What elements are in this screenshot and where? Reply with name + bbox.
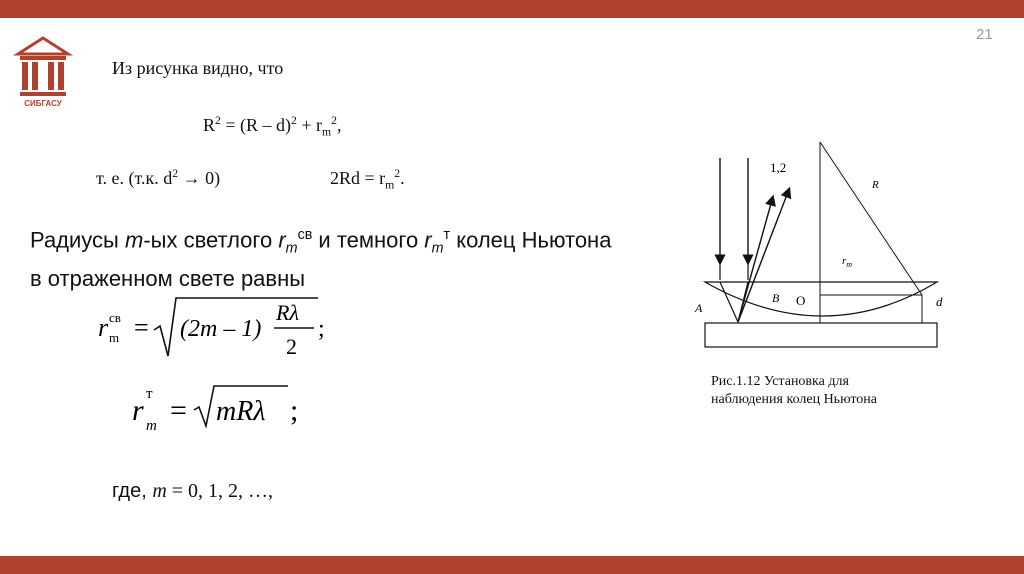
intro-text: Из рисунка видно, что — [112, 58, 284, 78]
label-A: A — [695, 301, 703, 315]
svg-text:Rλ: Rλ — [276, 300, 299, 325]
equation-1: $R^2 = (R - d)^2 + r_m^2$, — [203, 114, 342, 139]
figure-caption: Рис.1.12 Установка для наблюдения колец Ньютона — [711, 374, 877, 407]
label-B: B — [772, 291, 780, 305]
glass-plate — [705, 323, 937, 347]
formula-bright-ring — [90, 292, 340, 364]
label-d: d — [936, 294, 943, 309]
slide-number: 21 — [976, 26, 993, 43]
logo-text: СИБГАСУ — [24, 99, 62, 108]
label-R: R — [872, 179, 879, 191]
svg-text:r: r — [132, 394, 144, 427]
label-rm: $r_m$ — [842, 255, 853, 269]
svg-text:=: = — [170, 394, 187, 427]
svg-text:св: св — [109, 310, 121, 325]
svg-text:m: m — [146, 418, 157, 434]
svg-text:;: ; — [290, 394, 299, 427]
where-line: где, m = 0, 1, 2, …, — [112, 480, 274, 502]
top-accent-bar — [0, 0, 1024, 18]
svg-text:=: = — [134, 313, 149, 342]
svg-text:r: r — [98, 313, 109, 342]
plano-convex-lens — [705, 282, 937, 316]
university-logo — [12, 18, 74, 118]
label-rays: 1,2 — [770, 160, 787, 175]
rings-heading: Радиусы m-ых светлого $r_m^{св}$ и темного $r_m^т$ колец Ньютона в отраженном свете равны — [30, 227, 612, 291]
svg-text:mRλ: mRλ — [216, 396, 266, 427]
svg-text:2: 2 — [286, 334, 297, 359]
svg-text:m: m — [109, 330, 120, 345]
reflected-ray-1 — [738, 200, 772, 322]
svg-text:т: т — [146, 386, 153, 402]
equation-2-condition: т. е. (т.к. $d^2 \to 0$) — [96, 167, 221, 188]
svg-text:(2m – 1): (2m – 1) — [180, 316, 262, 342]
equation-2-result: $2Rd = r_m^2$. — [330, 167, 405, 192]
formula-dark-ring — [128, 380, 318, 436]
bottom-accent-bar — [0, 556, 1024, 574]
label-O: O — [796, 293, 806, 308]
newton-rings-diagram — [690, 140, 950, 355]
svg-text:;: ; — [318, 316, 325, 342]
reflected-ray-2 — [738, 192, 788, 322]
